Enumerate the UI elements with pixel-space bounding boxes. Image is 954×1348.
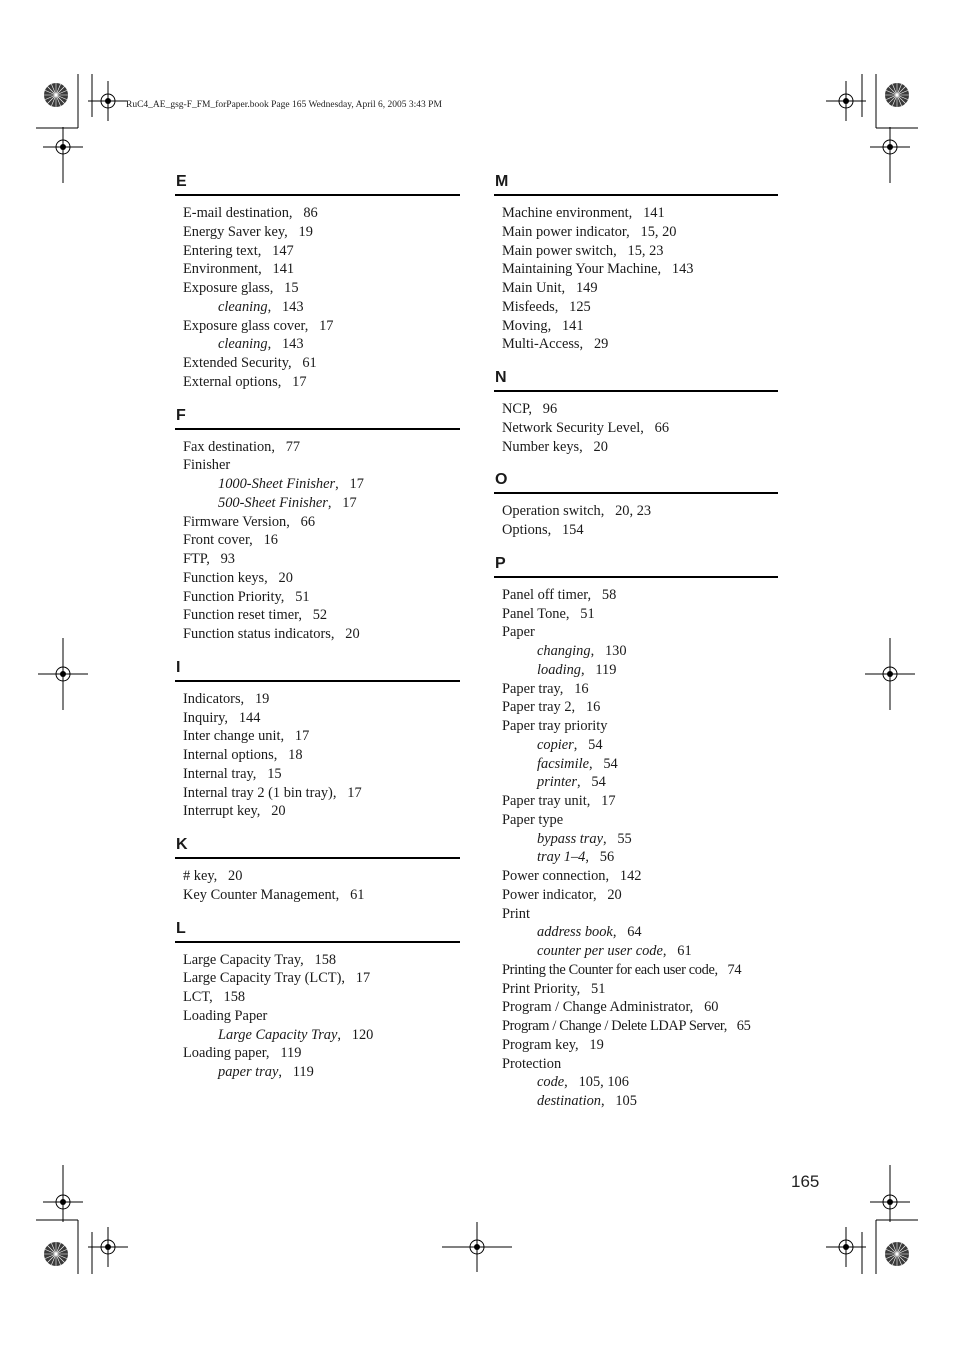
entry-term: Protection (502, 1055, 562, 1072)
index-entry (494, 586, 778, 605)
mid-right-mark (865, 638, 915, 710)
index-entry (175, 242, 460, 261)
index-section (175, 658, 460, 835)
index-entry (175, 317, 460, 336)
entry-term: Main Unit, (502, 280, 566, 296)
entry-term: Program / Change Administrator, (502, 999, 694, 1016)
entry-page-reference: 149 (575, 280, 598, 296)
entry-page-reference: 61 (302, 355, 317, 371)
entry-page-reference: 119 (280, 1045, 302, 1062)
entry-page-reference: 20 (593, 438, 608, 455)
entry-term: Paper tray 2, (502, 699, 576, 716)
entry-page-reference: 16 (585, 699, 601, 716)
index-entry (494, 204, 778, 223)
index-entry (494, 335, 778, 354)
index-entry (494, 242, 778, 261)
entry-page-reference: 16 (574, 680, 589, 697)
index-entry (175, 373, 460, 392)
entry-page-reference: 54 (591, 774, 606, 791)
index-subentry: copier, 54 (537, 736, 603, 753)
index-subentry: paper tray, 119 (218, 1064, 314, 1080)
index-entry (175, 625, 460, 644)
index-column-left (175, 172, 460, 1096)
index-entry (494, 298, 778, 317)
entry-page-reference: 77 (285, 438, 301, 455)
index-entry (494, 980, 778, 999)
index-entry (175, 531, 460, 550)
entry-page-reference: 17 (349, 476, 364, 492)
entry-page-reference: 64 (627, 924, 642, 941)
entry-page-reference: 93 (220, 551, 235, 567)
entry-term: Print (502, 905, 530, 922)
entry-page-reference: 158 (223, 989, 246, 1005)
index-subentry: loading, 119 (537, 661, 617, 678)
print-header-line: RuC4_AE_gsg-F_FM_forPaper.book Page 165 Wednesday, April 6, 2005 3:43 PM (126, 100, 442, 110)
entry-term: bypass tray (537, 830, 603, 847)
entry-term: Entering text, (183, 242, 262, 259)
entry-page-reference: 17 (347, 784, 362, 801)
entry-page-reference: 52 (312, 607, 328, 624)
index-entry (175, 1007, 460, 1026)
index-entry (175, 204, 460, 223)
entry-term: Paper tray unit, (502, 793, 591, 809)
entry-page-reference: 17 (342, 494, 357, 511)
index-entry (175, 969, 460, 988)
index-entry (494, 905, 778, 924)
index-entry (175, 709, 460, 728)
index-entry (175, 354, 460, 373)
entry-page-reference: 15 (284, 280, 299, 296)
entry-term: Panel Tone, (502, 605, 570, 622)
index-entry (494, 886, 778, 905)
entry-page-reference: 65 (736, 1018, 751, 1034)
entry-page-reference: 61 (677, 943, 692, 959)
entry-term: Main power indicator, (502, 223, 630, 240)
entry-page-reference: 154 (561, 522, 584, 538)
entry-page-reference: 18 (288, 747, 303, 763)
entry-term: Machine environment, (502, 205, 633, 221)
entry-term: tray 1–4 (537, 849, 586, 866)
index-entry (494, 1055, 778, 1074)
section-letter-heading: I (175, 658, 460, 682)
entry-term: Function reset timer, (183, 607, 302, 624)
index-entry (494, 792, 778, 811)
entry-term: Power indicator, (502, 886, 597, 903)
entry-page-reference: 20 (607, 886, 622, 903)
index-entry (175, 588, 460, 607)
entry-term: External options, (183, 373, 282, 390)
entry-term: Exposure glass cover, (183, 317, 309, 334)
entry-page-reference: 105 (615, 1093, 637, 1109)
entry-page-reference: 17 (355, 970, 371, 987)
index-entry (175, 867, 460, 886)
entry-term: Print Priority, (502, 980, 581, 997)
bottom-center-mark (442, 1222, 512, 1272)
entry-term: Function keys, (183, 569, 268, 586)
index-entry (175, 513, 460, 532)
entry-term: Paper tray priority (502, 718, 608, 734)
index-entry (494, 260, 778, 279)
entry-page-reference: 147 (272, 242, 294, 259)
entry-term: loading (537, 661, 581, 678)
entry-term: destination (537, 1093, 601, 1109)
entry-page-reference: 61 (350, 886, 365, 903)
section-letter-heading: K (175, 835, 460, 859)
entry-term: Finisher (183, 457, 231, 474)
entry-term: NCP, (502, 401, 532, 417)
index-subentry: counter per user code, 61 (537, 943, 692, 959)
entry-term: Multi-Access, (502, 336, 584, 353)
index-section (175, 172, 460, 406)
index-section (494, 172, 778, 368)
entry-page-reference: 125 (569, 298, 591, 315)
entry-page-reference: 20 (228, 868, 243, 884)
index-section (494, 368, 778, 470)
index-entry (175, 690, 460, 709)
index-entry (175, 951, 460, 970)
index-entry (175, 569, 460, 588)
section-letter-heading: E (175, 172, 460, 196)
index-subentry: cleaning, 143 (218, 298, 304, 315)
section-letter-heading: P (494, 554, 778, 578)
entry-page-reference: 16 (263, 532, 278, 549)
entry-term: Paper tray, (502, 680, 564, 697)
entry-page-reference: 143 (671, 261, 694, 278)
entry-term: E-mail destination, (183, 205, 293, 221)
entry-page-reference: 141 (561, 317, 584, 334)
page-number: 165 (791, 1172, 820, 1191)
entry-term: Internal tray 2 (1 bin tray), (183, 784, 337, 801)
index-entry (175, 727, 460, 746)
entry-page-reference: 119 (595, 661, 617, 678)
index-entry (494, 961, 778, 980)
mid-left-mark (38, 638, 88, 710)
entry-page-reference: 51 (580, 605, 595, 622)
entry-page-reference: 74 (727, 961, 742, 978)
entry-page-reference: 17 (601, 793, 616, 809)
index-entry (494, 400, 778, 419)
entry-page-reference: 66 (300, 513, 316, 530)
index-subentry: 500-Sheet Finisher, 17 (218, 494, 357, 511)
entry-term: Moving, (502, 317, 552, 334)
entry-term: Function Priority, (183, 588, 285, 605)
entry-page-reference: 19 (589, 1036, 604, 1053)
entry-term: Program key, (502, 1036, 579, 1053)
index-entry (175, 438, 460, 457)
entry-term: Paper (502, 624, 535, 641)
entry-page-reference: 20, 23 (615, 503, 652, 520)
index-subentry: Large Capacity Tray, 120 (218, 1026, 374, 1043)
index-entry (494, 867, 778, 886)
entry-page-reference: 119 (292, 1064, 314, 1080)
index-entry (494, 717, 778, 736)
index-entry (494, 279, 778, 298)
index-subentry: changing, 130 (537, 643, 627, 659)
index-entry (175, 223, 460, 242)
entry-page-reference: 96 (542, 401, 558, 417)
index-section (175, 919, 460, 1096)
index-entry (494, 811, 778, 830)
index-entry (494, 1036, 778, 1055)
entry-page-reference: 130 (604, 643, 627, 659)
index-entry (175, 606, 460, 625)
entry-term: Main power switch, (502, 242, 617, 259)
entry-page-reference: 20 (271, 803, 286, 820)
entry-term: facsimile (537, 755, 589, 772)
index-section (494, 470, 778, 554)
index-entry (494, 680, 778, 699)
entry-page-reference: 143 (281, 336, 304, 353)
entry-term: Environment, (183, 261, 262, 278)
entry-term: Extended Security, (183, 355, 292, 371)
entry-term: changing (537, 643, 591, 659)
entry-page-reference: 29 (593, 336, 609, 353)
entry-term: LCT, (183, 989, 213, 1005)
entry-page-reference: 105, 106 (578, 1074, 629, 1091)
index-section (494, 554, 778, 1125)
entry-term: Indicators, (183, 690, 245, 707)
entry-term: Maintaining Your Machine, (502, 261, 662, 278)
entry-page-reference: 56 (599, 849, 615, 866)
entry-page-reference: 54 (588, 736, 603, 753)
entry-term: Loading Paper (183, 1007, 268, 1024)
entry-page-reference: 141 (643, 205, 665, 221)
entry-page-reference: 19 (254, 690, 270, 707)
index-subentry: printer, 54 (537, 774, 606, 791)
index-entry (175, 886, 460, 905)
index-entry (494, 998, 778, 1017)
entry-term: Inquiry, (183, 709, 229, 726)
entry-page-reference: 120 (351, 1026, 374, 1043)
entry-page-reference: 86 (303, 205, 318, 221)
entry-term: Inter change unit, (183, 728, 285, 745)
entry-page-reference: 17 (292, 373, 307, 390)
entry-term: Options, (502, 522, 552, 538)
index-subentry: cleaning, 143 (218, 336, 304, 353)
index-subentry: 1000-Sheet Finisher, 17 (218, 476, 364, 492)
entry-term: Large Capacity Tray (LCT), (183, 970, 345, 987)
entry-page-reference: 142 (619, 868, 642, 884)
index-entry (175, 802, 460, 821)
index-entry (494, 317, 778, 336)
entry-term: Loading paper, (183, 1045, 270, 1062)
entry-term: Paper type (502, 811, 564, 828)
entry-term: Operation switch, (502, 503, 605, 520)
entry-term: Large Capacity Tray, (183, 951, 304, 968)
entry-term: Internal options, (183, 747, 278, 763)
entry-page-reference: 58 (601, 586, 617, 603)
entry-term: 500-Sheet Finisher (218, 494, 328, 511)
index-entry (494, 502, 778, 521)
index-entry (494, 623, 778, 642)
entry-term: 1000-Sheet Finisher (218, 476, 336, 492)
entry-term: Interrupt key, (183, 803, 261, 820)
entry-page-reference: 15, 20 (640, 223, 677, 240)
entry-page-reference: 144 (238, 709, 261, 726)
entry-page-reference: 51 (295, 588, 310, 605)
entry-term: Power connection, (502, 868, 610, 884)
index-subentry: facsimile, 54 (537, 755, 618, 772)
index-entry (494, 419, 778, 438)
entry-term: Internal tray, (183, 765, 257, 782)
section-letter-heading: O (494, 470, 778, 494)
entry-page-reference: 54 (603, 755, 618, 772)
entry-term: Number keys, (502, 438, 583, 455)
index-entry (494, 223, 778, 242)
index-entry (494, 605, 778, 624)
entry-term: Energy Saver key, (183, 223, 288, 240)
entry-page-reference: 66 (654, 419, 670, 436)
index-entry (494, 1017, 778, 1036)
entry-page-reference: 20 (278, 569, 293, 586)
entry-term: code (537, 1074, 565, 1091)
entry-page-reference: 60 (704, 999, 719, 1016)
index-entry (175, 746, 460, 765)
bottom-right-marks (826, 1165, 918, 1274)
index-entry (175, 550, 460, 569)
section-letter-heading: M (494, 172, 778, 196)
index-subentry: tray 1–4, 56 (537, 849, 615, 866)
entry-page-reference: 143 (281, 298, 304, 315)
entry-page-reference: 17 (319, 317, 334, 334)
index-entry (494, 698, 778, 717)
section-letter-heading: N (494, 368, 778, 392)
entry-term: printer (537, 774, 577, 791)
index-entry (175, 260, 460, 279)
top-left-marks (36, 74, 128, 183)
entry-page-reference: 55 (617, 830, 632, 847)
entry-term: Exposure glass, (183, 280, 274, 296)
entry-term: counter per user code (537, 943, 663, 959)
index-entry (175, 765, 460, 784)
entry-page-reference: 141 (272, 261, 295, 278)
index-subentry: destination, 105 (537, 1093, 637, 1109)
entry-term: FTP, (183, 551, 210, 567)
index-entry (494, 438, 778, 457)
index-entry (175, 1044, 460, 1063)
entry-term: cleaning (218, 298, 268, 315)
entry-term: Program / Change / Delete LDAP Server, (502, 1018, 727, 1034)
index-entry (175, 456, 460, 475)
entry-term: Panel off timer, (502, 586, 592, 603)
entry-term: cleaning (218, 336, 268, 353)
index-subentry: bypass tray, 55 (537, 830, 632, 847)
section-letter-heading: L (175, 919, 460, 943)
entry-page-reference: 51 (591, 980, 606, 997)
entry-page-reference: 158 (314, 951, 337, 968)
index-entry (494, 521, 778, 540)
entry-page-reference: 15, 23 (627, 242, 664, 259)
entry-term: Fax destination, (183, 438, 275, 455)
entry-term: copier (537, 736, 574, 753)
entry-term: Printing the Counter for each user code, (502, 961, 718, 978)
index-subentry: code, 105, 106 (537, 1074, 629, 1091)
index-section (175, 406, 460, 658)
entry-term: address book (537, 924, 613, 941)
entry-term: Misfeeds, (502, 298, 559, 315)
entry-term: Network Security Level, (502, 419, 644, 436)
entry-term: Front cover, (183, 532, 253, 549)
index-entry (175, 784, 460, 803)
entry-term: # key, (183, 868, 218, 884)
index-section (175, 835, 460, 919)
index-entry (175, 988, 460, 1007)
entry-term: paper tray (218, 1064, 279, 1080)
entry-term: Large Capacity Tray (218, 1026, 338, 1043)
bottom-left-marks (36, 1165, 128, 1274)
entry-term: Key Counter Management, (183, 886, 340, 903)
index-column-right (494, 172, 778, 1125)
entry-term: Firmware Version, (183, 513, 290, 530)
entry-term: Function status indicators, (183, 626, 335, 642)
entry-page-reference: 20 (345, 626, 360, 642)
entry-page-reference: 17 (294, 728, 310, 745)
index-entry (175, 279, 460, 298)
section-letter-heading: F (175, 406, 460, 430)
entry-page-reference: 15 (267, 765, 282, 782)
entry-page-reference: 19 (298, 223, 313, 240)
top-right-marks (826, 74, 918, 183)
index-subentry: address book, 64 (537, 924, 642, 941)
